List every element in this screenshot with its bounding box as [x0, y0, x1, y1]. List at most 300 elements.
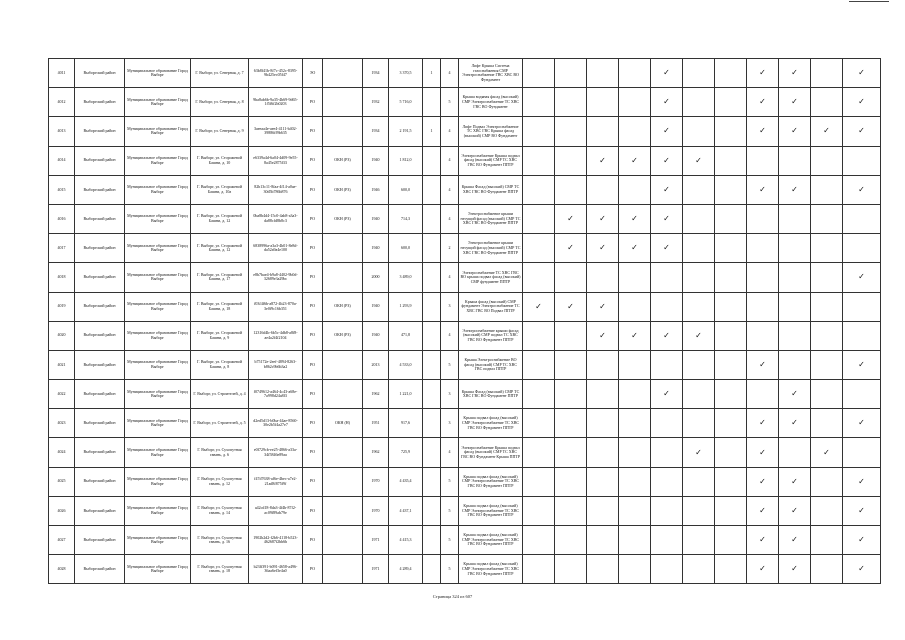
works-list-cell: Крыша Фасад (высокий) СМР ТС ХВС ГВС ВО Фундамент ППТР	[459, 175, 523, 204]
check-cell	[843, 526, 881, 555]
check-cell	[779, 350, 811, 379]
check-cell	[843, 59, 881, 88]
check-cell	[683, 59, 715, 88]
check-mark-icon: ✓	[858, 184, 865, 194]
check-cell	[587, 292, 619, 321]
check-cell	[811, 234, 843, 263]
check-cell	[715, 555, 747, 584]
check-cell	[747, 350, 779, 379]
table-row	[49, 292, 881, 321]
row-number: 4017	[49, 234, 75, 263]
district-cell: Выборгский район	[75, 204, 125, 233]
area-cell: 4 437,1	[389, 496, 423, 525]
floors-cell: 4	[441, 438, 459, 467]
area-cell: 1 221,0	[389, 380, 423, 409]
check-mark-icon: ✓	[599, 155, 606, 165]
check-cell	[747, 438, 779, 467]
check-cell	[843, 146, 881, 175]
check-mark-icon: ✓	[858, 535, 865, 545]
check-cell	[587, 88, 619, 117]
works-list-cell: Электроснабжение крыши несущий фасад (высокий) СМР ТС ХВС ГВС ВО Фундамент ППТР	[459, 234, 523, 263]
municipality-cell: Муниципальное образование Город Выборг	[125, 234, 191, 263]
check-cell	[843, 438, 881, 467]
check-cell	[523, 59, 555, 88]
building-type-cell: РО	[303, 496, 323, 525]
district-cell: Выборгский район	[75, 175, 125, 204]
check-cell	[747, 88, 779, 117]
check-mark-icon: ✓	[695, 447, 702, 457]
check-mark-icon: ✓	[567, 301, 574, 311]
check-cell	[843, 117, 881, 146]
check-cell	[683, 117, 715, 146]
check-cell	[619, 234, 651, 263]
address-cell: Г. Выборг, ул. Сторожевой Башни, д. 12	[191, 204, 249, 233]
floors-cell: 4	[441, 175, 459, 204]
check-cell	[779, 59, 811, 88]
check-mark-icon: ✓	[663, 97, 670, 107]
works-list-cell: Лифт Крыша Система газоснабжения СМР Электроснабжение ГВС ХВС ВО Фундамент	[459, 59, 523, 88]
check-cell	[747, 321, 779, 350]
floors-cell: 4	[441, 263, 459, 292]
check-cell	[779, 234, 811, 263]
year-cell: 1962	[363, 380, 389, 409]
check-cell	[779, 263, 811, 292]
area-cell: 600,0	[389, 175, 423, 204]
lifts-cell	[423, 321, 441, 350]
fias-code-cell: b23ff391-b091-4658-a496-36aa6ef3e4a0	[249, 555, 303, 584]
check-cell	[587, 526, 619, 555]
district-cell: Выборгский район	[75, 496, 125, 525]
check-cell	[747, 59, 779, 88]
check-cell	[843, 496, 881, 525]
building-type-cell: РО	[303, 321, 323, 350]
floors-cell: 5	[441, 496, 459, 525]
check-cell	[715, 263, 747, 292]
check-cell	[651, 117, 683, 146]
check-cell	[747, 117, 779, 146]
building-type-cell: РО	[303, 204, 323, 233]
check-cell	[779, 88, 811, 117]
check-cell	[843, 175, 881, 204]
table-row	[49, 204, 881, 233]
check-cell	[779, 117, 811, 146]
fias-code-cell: 63b8f41b-8f7c-452c-8395-9b425ec05f47	[249, 59, 303, 88]
check-mark-icon: ✓	[663, 389, 670, 399]
works-list-cell: Крыша подвал фасад (высокий) СМР Электроснабжение ТС ХВС ГВС ВО Фундамент ППТР	[459, 496, 523, 525]
building-type-cell: РО	[303, 555, 323, 584]
check-cell	[619, 263, 651, 292]
municipality-cell: Муниципальное образование Город Выборг	[125, 555, 191, 584]
area-cell: 600,0	[389, 234, 423, 263]
check-cell	[683, 380, 715, 409]
check-mark-icon: ✓	[759, 359, 766, 369]
area-cell: 1 812,0	[389, 146, 423, 175]
municipality-cell: Муниципальное образование Город Выборг	[125, 204, 191, 233]
check-mark-icon: ✓	[535, 301, 542, 311]
check-mark-icon: ✓	[759, 126, 766, 136]
check-cell	[619, 88, 651, 117]
building-type-cell: РО	[303, 526, 323, 555]
fias-code-cell: 6838996a-a3a3-4b01-8e8d-da52a9a4e100	[249, 234, 303, 263]
check-cell	[523, 204, 555, 233]
check-cell	[779, 380, 811, 409]
check-cell	[619, 555, 651, 584]
fias-code-cell: 9ba8ab6b-9a35-4b69-9d65-1f5f6f2b0203	[249, 88, 303, 117]
check-cell	[619, 59, 651, 88]
check-cell	[779, 409, 811, 438]
check-cell	[683, 292, 715, 321]
check-cell	[747, 526, 779, 555]
municipality-cell: Муниципальное образование Город Выборг	[125, 146, 191, 175]
year-cell: 1940	[363, 204, 389, 233]
address-cell: Г. Выборг, ул. Сторожевой Башни, д. 18	[191, 292, 249, 321]
check-cell	[715, 438, 747, 467]
building-type-cell: РО	[303, 409, 323, 438]
check-cell	[651, 88, 683, 117]
check-cell	[651, 467, 683, 496]
heritage-code-cell: ОКН (РЗ)	[323, 204, 363, 233]
check-cell	[555, 88, 587, 117]
floors-cell: 5	[441, 350, 459, 379]
check-cell	[747, 175, 779, 204]
check-mark-icon: ✓	[791, 535, 798, 545]
check-cell	[843, 204, 881, 233]
table-body	[49, 59, 881, 584]
check-mark-icon: ✓	[599, 330, 606, 340]
check-cell	[523, 146, 555, 175]
check-cell	[651, 175, 683, 204]
check-cell	[587, 234, 619, 263]
register-table	[48, 58, 881, 584]
lifts-cell	[423, 526, 441, 555]
check-mark-icon: ✓	[759, 476, 766, 486]
check-cell	[555, 234, 587, 263]
check-mark-icon: ✓	[631, 330, 638, 340]
check-cell	[523, 292, 555, 321]
check-mark-icon: ✓	[631, 243, 638, 253]
check-mark-icon: ✓	[567, 214, 574, 224]
check-cell	[715, 321, 747, 350]
check-cell	[683, 438, 715, 467]
check-cell	[779, 146, 811, 175]
check-cell	[651, 555, 683, 584]
municipality-cell: Муниципальное образование Город Выборг	[125, 88, 191, 117]
check-mark-icon: ✓	[663, 184, 670, 194]
check-cell	[843, 380, 881, 409]
check-cell	[843, 88, 881, 117]
municipality-cell: Муниципальное образование Город Выборг	[125, 526, 191, 555]
municipality-cell: Муниципальное образование Город Выборг	[125, 321, 191, 350]
building-type-cell: РО	[303, 88, 323, 117]
check-mark-icon: ✓	[791, 476, 798, 486]
heritage-code-cell: ОКН (РЗ)	[323, 146, 363, 175]
row-number: 4021	[49, 350, 75, 379]
check-cell	[683, 175, 715, 204]
check-cell	[811, 292, 843, 321]
check-cell	[843, 263, 881, 292]
area-cell: 4 289,4	[389, 555, 423, 584]
area-cell: 714,3	[389, 204, 423, 233]
district-cell: Выборгский район	[75, 526, 125, 555]
row-number: 4020	[49, 321, 75, 350]
district-cell: Выборгский район	[75, 146, 125, 175]
check-mark-icon: ✓	[858, 359, 865, 369]
year-cell: 1970	[363, 467, 389, 496]
works-list-cell: Лифт Подвал Электроснабжение ТС ХВС ГВС Крыша фасад (высокий) СМР ВО Фундамент	[459, 117, 523, 146]
building-type-cell: РО	[303, 467, 323, 496]
municipality-cell: Муниципальное образование Город Выборг	[125, 59, 191, 88]
check-mark-icon: ✓	[663, 68, 670, 78]
check-cell	[683, 263, 715, 292]
check-mark-icon: ✓	[759, 564, 766, 574]
lifts-cell	[423, 292, 441, 321]
fias-code-cell: f47d7638-af6e-4bec-a7e2-21ad8f875f9f	[249, 467, 303, 496]
table-row	[49, 59, 881, 88]
check-cell	[555, 117, 587, 146]
table-row	[49, 350, 881, 379]
check-cell	[683, 496, 715, 525]
check-cell	[619, 409, 651, 438]
check-cell	[811, 59, 843, 88]
heritage-code-cell	[323, 496, 363, 525]
address-cell: Г. Выборг, ул. Сухопутная гавань, д. 12	[191, 467, 249, 496]
check-cell	[811, 526, 843, 555]
municipality-cell: Муниципальное образование Город Выборг	[125, 380, 191, 409]
municipality-cell: Муниципальное образование Город Выборг	[125, 409, 191, 438]
year-cell: 1946	[363, 175, 389, 204]
check-mark-icon: ✓	[791, 505, 798, 515]
check-cell	[811, 204, 843, 233]
table-row	[49, 555, 881, 584]
area-cell: 917,6	[389, 409, 423, 438]
year-cell: 1940	[363, 234, 389, 263]
check-cell	[811, 88, 843, 117]
check-mark-icon: ✓	[631, 214, 638, 224]
check-cell	[715, 496, 747, 525]
check-cell	[555, 146, 587, 175]
check-cell	[747, 409, 779, 438]
check-mark-icon: ✓	[823, 447, 830, 457]
check-mark-icon: ✓	[791, 126, 798, 136]
check-mark-icon: ✓	[759, 184, 766, 194]
lifts-cell	[423, 263, 441, 292]
check-cell	[619, 204, 651, 233]
area-cell: 3 489,0	[389, 263, 423, 292]
lifts-cell	[423, 175, 441, 204]
check-mark-icon: ✓	[791, 389, 798, 399]
table-row	[49, 438, 881, 467]
row-number: 4023	[49, 409, 75, 438]
check-mark-icon: ✓	[599, 301, 606, 311]
fias-code-cell: a42cd18-8da3-4f4b-87f2-ac09f89ab79e	[249, 496, 303, 525]
check-cell	[651, 59, 683, 88]
check-cell	[779, 321, 811, 350]
check-cell	[523, 496, 555, 525]
works-list-cell: Крыша Электроснабжение ВО фасад (высокий) СМР ТС ХВС ГВС подвал ППТР	[459, 350, 523, 379]
check-cell	[555, 555, 587, 584]
check-cell	[523, 526, 555, 555]
check-cell	[811, 350, 843, 379]
check-cell	[747, 204, 779, 233]
check-mark-icon: ✓	[858, 126, 865, 136]
address-cell: Г. Выборг, ул. Северная, д. 9	[191, 117, 249, 146]
check-cell	[683, 234, 715, 263]
row-number: 4018	[49, 263, 75, 292]
row-number: 4015	[49, 175, 75, 204]
check-mark-icon: ✓	[663, 126, 670, 136]
check-cell	[523, 438, 555, 467]
row-number: 4025	[49, 467, 75, 496]
check-cell	[555, 350, 587, 379]
district-cell: Выборгский район	[75, 380, 125, 409]
check-cell	[779, 526, 811, 555]
check-mark-icon: ✓	[759, 68, 766, 78]
address-cell: Г. Выборг, ул. Сторожевой Башни, д. 17	[191, 263, 249, 292]
check-cell	[587, 59, 619, 88]
check-cell	[619, 117, 651, 146]
lifts-cell	[423, 409, 441, 438]
check-cell	[523, 321, 555, 350]
check-cell	[523, 234, 555, 263]
district-cell: Выборгский район	[75, 438, 125, 467]
heritage-code-cell: ОКН (Н)	[323, 409, 363, 438]
check-cell	[523, 88, 555, 117]
check-cell	[747, 234, 779, 263]
check-cell	[747, 467, 779, 496]
check-cell	[747, 555, 779, 584]
table-row	[49, 88, 881, 117]
check-mark-icon: ✓	[858, 68, 865, 78]
check-mark-icon: ✓	[858, 97, 865, 107]
check-cell	[523, 117, 555, 146]
check-cell	[715, 350, 747, 379]
row-number: 4022	[49, 380, 75, 409]
check-cell	[715, 234, 747, 263]
row-number: 4016	[49, 204, 75, 233]
municipality-cell: Муниципальное образование Город Выборг	[125, 438, 191, 467]
check-cell	[555, 380, 587, 409]
table-row	[49, 380, 881, 409]
check-mark-icon: ✓	[858, 505, 865, 515]
fias-code-cell: f0749612-a464-4c43-a68e-7a998d24a8f3	[249, 380, 303, 409]
year-cell: 1934	[363, 117, 389, 146]
check-cell	[715, 59, 747, 88]
check-mark-icon: ✓	[791, 564, 798, 574]
address-cell: Г. Выборг, ул. Строителей, д. 4	[191, 380, 249, 409]
fias-code-cell: 82b13c11-8faa-4f14-a0ae-30d5b786b876	[249, 175, 303, 204]
heritage-code-cell	[323, 350, 363, 379]
check-cell	[779, 292, 811, 321]
check-mark-icon: ✓	[858, 564, 865, 574]
lifts-cell	[423, 555, 441, 584]
check-mark-icon: ✓	[759, 447, 766, 457]
check-cell	[715, 380, 747, 409]
year-cell: 1940	[363, 321, 389, 350]
check-cell	[651, 526, 683, 555]
address-cell: Г. Выборг, ул. Сухопутная гавань, д. 6	[191, 438, 249, 467]
check-cell	[587, 350, 619, 379]
lifts-cell	[423, 146, 441, 175]
check-cell	[587, 175, 619, 204]
address-cell: Г. Выборг, ул. Северная, д. 7	[191, 59, 249, 88]
heritage-code-cell: ОКН (РЗ)	[323, 175, 363, 204]
row-number: 4027	[49, 526, 75, 555]
check-cell	[683, 88, 715, 117]
page-corner-mark	[849, 1, 889, 2]
row-number: 4028	[49, 555, 75, 584]
check-mark-icon: ✓	[791, 184, 798, 194]
heritage-code-cell	[323, 526, 363, 555]
address-cell: Г. Выборг, ул. Сторожевой Башни, д. 9	[191, 321, 249, 350]
check-cell	[843, 234, 881, 263]
check-cell	[715, 88, 747, 117]
floors-cell: 5	[441, 88, 459, 117]
year-cell: 1932	[363, 88, 389, 117]
floors-cell: 5	[441, 555, 459, 584]
floors-cell: 3	[441, 409, 459, 438]
works-list-cell: Крыша подвал фасад (высокий) СМР Электроснабжение ТС ХВС ГВС ВО Фундамент ППТР	[459, 526, 523, 555]
check-cell	[747, 380, 779, 409]
check-cell	[843, 350, 881, 379]
check-cell	[651, 263, 683, 292]
check-cell	[715, 117, 747, 146]
check-cell	[555, 467, 587, 496]
year-cell: 1934	[363, 59, 389, 88]
district-cell: Выборгский район	[75, 59, 125, 88]
table-row	[49, 117, 881, 146]
works-list-cell: Крыша подвал фасад (высокий) СМР Электроснабжение ТС ХВС ГВС ВО Фундамент ППТР	[459, 555, 523, 584]
table-row	[49, 496, 881, 525]
check-cell	[555, 263, 587, 292]
check-cell	[651, 438, 683, 467]
check-cell	[555, 204, 587, 233]
check-cell	[715, 204, 747, 233]
check-cell	[651, 350, 683, 379]
municipality-cell: Муниципальное образование Город Выборг	[125, 263, 191, 292]
check-cell	[811, 496, 843, 525]
building-type-cell: РО	[303, 234, 323, 263]
check-cell	[587, 117, 619, 146]
lifts-cell	[423, 467, 441, 496]
address-cell: Г. Выборг, ул. Сухопутная гавань, д. 16	[191, 526, 249, 555]
works-list-cell: Электроснабжение Крыша подвал фасад (высокий) СМР ТС ХВС ГВС ВО Фундамент Крыша ППТР	[459, 438, 523, 467]
floors-cell: 3	[441, 292, 459, 321]
municipality-cell: Муниципальное образование Город Выборг	[125, 175, 191, 204]
check-cell	[683, 350, 715, 379]
municipality-cell: Муниципальное образование Город Выборг	[125, 467, 191, 496]
check-cell	[843, 292, 881, 321]
works-list-cell: Крыша подвал фасад (высокий) СМР Электроснабжение ТС ХВС ГВС ВО Фундамент ППТР	[459, 467, 523, 496]
building-type-cell: ЭО	[303, 59, 323, 88]
building-type-cell: РО	[303, 438, 323, 467]
check-cell	[715, 146, 747, 175]
check-cell	[715, 175, 747, 204]
check-cell	[683, 467, 715, 496]
municipality-cell: Муниципальное образование Город Выборг	[125, 292, 191, 321]
check-cell	[811, 263, 843, 292]
check-mark-icon: ✓	[823, 126, 830, 136]
heritage-code-cell	[323, 234, 363, 263]
floors-cell: 4	[441, 146, 459, 175]
building-type-cell: РО	[303, 263, 323, 292]
address-cell: Г. Выборг, ул. Сухопутная гавань, д. 18	[191, 555, 249, 584]
building-type-cell: РО	[303, 117, 323, 146]
heritage-code-cell	[323, 88, 363, 117]
district-cell: Выборгский район	[75, 234, 125, 263]
municipality-cell: Муниципальное образование Город Выборг	[125, 350, 191, 379]
heritage-code-cell	[323, 117, 363, 146]
check-mark-icon: ✓	[858, 476, 865, 486]
